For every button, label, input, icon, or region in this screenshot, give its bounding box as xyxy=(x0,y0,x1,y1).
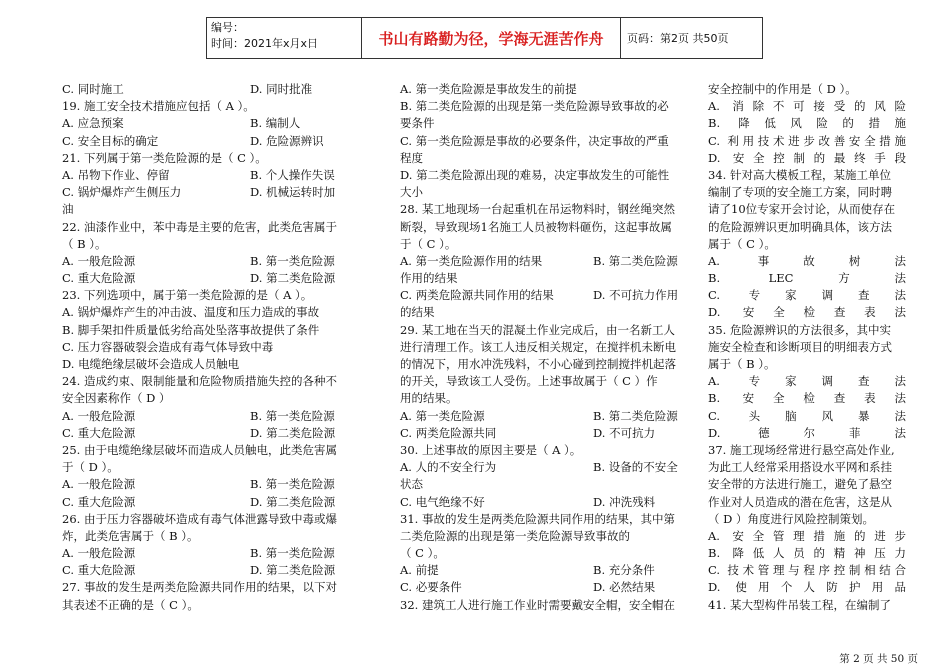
text-line: 安全控制中的作用是（ D ）。 xyxy=(708,82,857,96)
text-line: C. 专家调查法 xyxy=(708,288,906,303)
option-pair xyxy=(62,81,354,98)
option-right: D. 第二类危险源 xyxy=(250,425,336,440)
option-right: B. 编制人 xyxy=(250,116,301,131)
number-label: 编号： xyxy=(211,21,244,34)
text-line: 二类危险源的出现是第一类危险源导致事故的 xyxy=(400,528,630,543)
option-left: C. 同时施工 xyxy=(62,82,124,96)
option-pair xyxy=(62,494,354,511)
option-left: C. 重大危险源 xyxy=(62,494,136,509)
text-line: D. 德尔菲法 xyxy=(708,425,906,440)
text-line: 属于（ C ）。 xyxy=(708,236,776,251)
option-pair xyxy=(400,494,690,511)
option-right: B. 第二类危险源 xyxy=(593,408,678,423)
option-right: D. 必然结果 xyxy=(593,580,656,595)
option-left: A. 第一类危险源作用的结果 xyxy=(400,253,543,268)
text-line: 安全因素称作（ D ） xyxy=(62,391,171,406)
option-left: C. 必要条件 xyxy=(400,580,462,595)
text-line: D. 使用个人防护用品 xyxy=(708,580,906,595)
option-left: C. 两类危险源共同 xyxy=(400,425,497,440)
text-line: 31. 事故的发生是两类危险源共同作用的结果，其中第 xyxy=(400,511,675,526)
text-line: 29. 某工地在当天的混凝土作业完成后，由一名新工人 xyxy=(400,322,675,337)
page-footer: 第 2 页 共 50 页 xyxy=(839,653,918,665)
option-pair xyxy=(400,408,690,425)
option-pair xyxy=(62,115,354,132)
text-line: C. 压力容器破裂会造成有毒气体导致中毒 xyxy=(62,339,274,354)
option-left: A. 一般危险源 xyxy=(62,253,136,268)
text-line: 的危险源辨识更加明确具体，该方法 xyxy=(708,219,892,234)
option-right: D. 第二类危险源 xyxy=(250,271,336,286)
option-pair xyxy=(400,562,690,579)
option-pair xyxy=(400,579,690,596)
text-line: 26. 由于压力容器破坏造成有毒气体泄露导致中毒或爆 xyxy=(62,511,337,526)
text-line: 41. 某大型构件吊装工程，在编制了 xyxy=(708,597,891,612)
option-left: C. 重大危险源 xyxy=(62,425,136,440)
text-line: C. 第一类危险源是事故的必要条件，决定事故的严重 xyxy=(400,133,669,148)
option-left: C. 电气绝缘不好 xyxy=(400,494,485,509)
header-motto: 书山有路勤为径，学海无涯苦作舟 xyxy=(362,18,621,58)
option-right: B. 第一类危险源 xyxy=(250,546,335,561)
text-line: 要条件 xyxy=(400,116,435,131)
text-line: 于（ C ）。 xyxy=(400,236,457,251)
text-line: 编制了专项的安全施工方案，同时聘 xyxy=(708,185,892,200)
text-line: 32. 建筑工人进行施工作业时需要戴安全帽，安全帽在 xyxy=(400,597,675,612)
text-line: A. 专家调查法 xyxy=(708,374,906,389)
option-pair xyxy=(62,562,354,579)
text-line: C. 技术管理与程序控制相结合 xyxy=(708,563,906,578)
text-line: 34. 针对高大模板工程，某施工单位 xyxy=(708,167,891,182)
option-pair xyxy=(400,287,690,304)
option-left: A. 一般危险源 xyxy=(62,546,136,561)
text-line: 其表述不正确的是（ C ）。 xyxy=(62,597,199,612)
text-line: A. 锅炉爆炸产生的冲击波、温度和压力造成的事故 xyxy=(62,305,320,320)
text-line: D. 安全控制的最终手段 xyxy=(708,150,906,165)
text-line: C. 利用技术进步改善安全措施 xyxy=(708,133,906,148)
option-right: D. 危险源辨识 xyxy=(250,133,324,148)
option-pair xyxy=(62,545,354,562)
option-pair xyxy=(400,253,690,270)
text-line: （ D ）角度进行风险控制策划。 xyxy=(708,511,875,526)
option-left: C. 重大危险源 xyxy=(62,271,136,286)
text-line: 作业对人员造成的潜在危害，这是从 xyxy=(708,494,892,509)
option-left: C. 锅炉爆炸产生侧压力 xyxy=(62,185,182,200)
text-line: 的结果 xyxy=(400,305,435,320)
option-right: B. 个人操作失误 xyxy=(250,167,335,182)
option-left: A. 一般危险源 xyxy=(62,408,136,423)
text-column-right xyxy=(708,81,906,614)
text-line: D. 安全检查表法 xyxy=(708,305,906,320)
text-line: 25. 由于电缆绝缘层破坏而造成人员触电，此类危害属 xyxy=(62,442,337,457)
option-pair xyxy=(62,184,354,201)
option-pair xyxy=(62,425,354,442)
text-line: 30. 上述事故的原因主要是（ A ）。 xyxy=(400,442,582,457)
option-right: B. 设备的不安全 xyxy=(593,460,678,475)
option-left: A. 一般危险源 xyxy=(62,477,136,492)
text-line: D. 电缆绝缘层破坏会造成人员触电 xyxy=(62,357,240,371)
option-right: D. 不可抗力 xyxy=(593,425,656,440)
option-left: A. 前提 xyxy=(400,563,439,578)
option-pair xyxy=(62,133,354,150)
text-line: 37. 施工现场经常进行悬空高处作业, xyxy=(708,442,895,457)
text-line: B. LEC方法 xyxy=(708,271,906,286)
option-pair xyxy=(62,408,354,425)
option-right: D. 第二类危险源 xyxy=(250,494,336,509)
text-line: 属于（ B ）。 xyxy=(708,357,776,371)
text-line: 施安全检查和诊断项目的明细表方式 xyxy=(708,339,892,354)
text-line: 23. 下列选项中，属于第一类危险源的是（ A ）。 xyxy=(62,288,313,303)
text-line: 大小 xyxy=(400,185,423,200)
text-line: B. 降低风险的措施 xyxy=(708,116,906,131)
option-right: B. 第一类危险源 xyxy=(250,408,335,423)
option-right: B. 第二类危险源 xyxy=(593,253,678,268)
option-left: A. 人的不安全行为 xyxy=(400,460,497,475)
option-right: D. 不可抗力作用 xyxy=(593,288,679,303)
option-pair xyxy=(62,476,354,493)
text-line: 油 xyxy=(62,202,74,217)
text-line: 进行清理工作。该工人违反相关规定，在搅拌机未断电 xyxy=(400,339,676,354)
text-column-left xyxy=(62,81,354,614)
text-line: 27. 事故的发生是两类危险源共同作用的结果，以下对 xyxy=(62,580,337,595)
text-line: A. 事故树法 xyxy=(708,253,906,268)
text-line: 请了10位专家开会讨论，从而使存在 xyxy=(708,202,896,217)
text-line: 炸，此类危害属于（ B ）。 xyxy=(62,528,199,543)
text-column-middle xyxy=(400,81,690,614)
option-right: B. 充分条件 xyxy=(593,563,655,578)
text-line: （ C ）。 xyxy=(400,546,445,561)
text-line: A. 安全管理措施的进步 xyxy=(708,528,906,543)
text-line: A. 消除不可接受的风险 xyxy=(708,99,906,114)
option-pair xyxy=(62,167,354,184)
text-line: C. 头脑风暴法 xyxy=(708,408,906,423)
text-line: 状态 xyxy=(400,477,423,492)
text-line: 19. 施工安全技术措施应包括（ A ）。 xyxy=(62,99,255,114)
text-line: A. 第一类危险源是事故发生的前提 xyxy=(400,82,577,96)
text-line: （ B ）。 xyxy=(62,236,107,251)
option-left: C. 重大危险源 xyxy=(62,563,136,578)
text-line: B. 安全检查表法 xyxy=(708,391,906,406)
option-pair xyxy=(62,270,354,287)
text-line: 用的结果。 xyxy=(400,391,458,406)
text-line: B. 脚手架扣件质量低劣给高处坠落事故提供了条件 xyxy=(62,322,320,337)
text-line: 程度 xyxy=(400,150,423,165)
text-line: 28. 某工地现场一台起重机在吊运物料时，钢丝绳突然 xyxy=(400,202,675,217)
text-line: 的情况下，用水冲洗残料，不小心碰到控制搅拌机起落 xyxy=(400,357,676,371)
option-left: C. 安全目标的确定 xyxy=(62,133,159,148)
page-header xyxy=(206,17,763,59)
text-line: B. 第二类危险源的出现是第一类危险源导致事故的必 xyxy=(400,99,669,114)
text-line: B. 降低人员的精神压力 xyxy=(708,546,906,561)
option-right: B. 第一类危险源 xyxy=(250,477,335,492)
option-right: D. 冲洗残料 xyxy=(593,494,656,509)
option-left: A. 第一类危险源 xyxy=(400,408,485,423)
option-left: C. 两类危险源共同作用的结果 xyxy=(400,288,554,303)
option-pair xyxy=(62,253,354,270)
option-pair xyxy=(400,425,690,442)
text-line: 24. 造成约束、限制能量和危险物质措施失控的各种不 xyxy=(62,374,337,389)
text-line: 22. 油漆作业中，苯中毒是主要的危害，此类危害属于 xyxy=(62,219,337,234)
text-line: 的开关，导致该工人受伤。上述事故属于（ C ）作 xyxy=(400,374,658,389)
option-right: D. 机械运转时加 xyxy=(250,185,336,200)
option-right: B. 第一类危险源 xyxy=(250,253,335,268)
text-line: 为此工人经常采用搭设水平网和系挂 xyxy=(708,460,892,475)
header-meta xyxy=(207,18,362,58)
text-line: 作用的结果 xyxy=(400,271,458,286)
text-line: 断裂，导致现场1名施工人员被物料砸伤，这起事故属 xyxy=(400,219,672,234)
option-left: A. 应急预案 xyxy=(62,116,124,131)
header-page-info: 页码：第2页 共50页 xyxy=(627,32,729,45)
option-left: A. 吊物下作业、停留 xyxy=(62,167,170,182)
text-line: 21. 下列属于第一类危险源的是（ C ）。 xyxy=(62,150,267,165)
text-line: 安全带的方法进行施工，避免了悬空 xyxy=(708,477,892,492)
text-line: 35. 危险源辨识的方法很多，其中实 xyxy=(708,322,891,337)
text-line: D. 第二类危险源出现的难易，决定事故发生的可能性 xyxy=(400,167,670,182)
option-right: D. 同时批准 xyxy=(250,82,313,96)
option-pair xyxy=(400,459,690,476)
text-line: 于（ D ）。 xyxy=(62,460,119,475)
option-right: D. 第二类危险源 xyxy=(250,563,336,578)
time-label: 时间：2021年x月x日 xyxy=(211,37,319,50)
